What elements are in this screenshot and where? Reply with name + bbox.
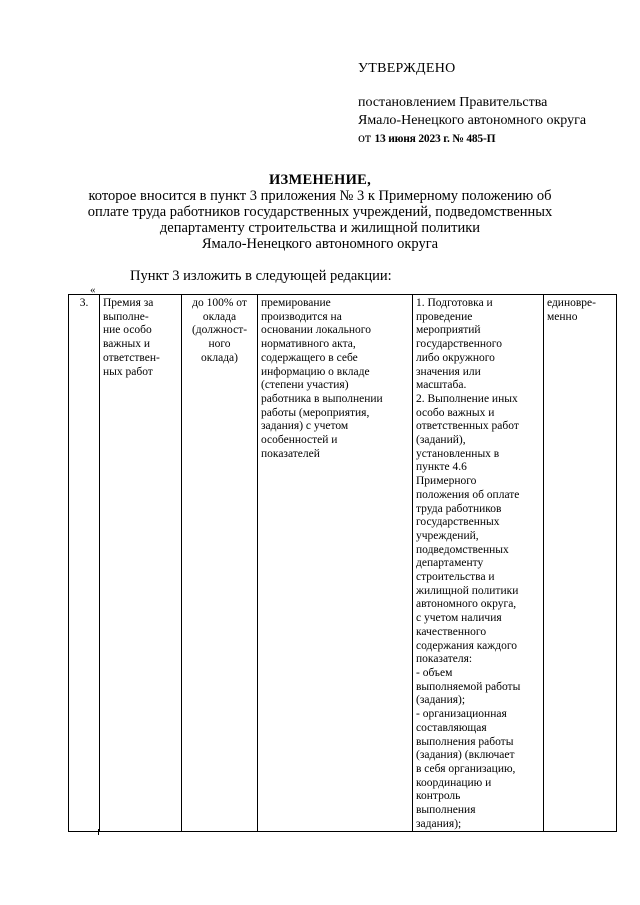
cell-text-line: координацию и [416, 776, 492, 789]
cell-text-line: показателя: [416, 653, 473, 666]
cell-text-line: премирование [261, 297, 331, 309]
cell-text-line: работника в выполнении [261, 392, 383, 405]
cell-text-line: менно [547, 310, 578, 323]
approval-line-1: постановлением Правительства [358, 95, 548, 110]
cell-text-line: 1. Подготовка и [416, 297, 493, 309]
cell-text-line: мероприятий [416, 324, 481, 337]
cell-text-line: ние особо [103, 324, 152, 337]
approval-prefix: от [358, 131, 371, 146]
cell-text-line: либо окружного [416, 351, 495, 364]
column-rule-extension [98, 829, 99, 835]
heading-line-1: которое вносится в пункт 3 приложения № 3 к Примерному положению об [88, 188, 552, 204]
payment-period-cell [544, 295, 617, 832]
cell-text-line: задания); [416, 817, 462, 830]
bonus-name-cell [100, 295, 182, 832]
approval-gap [358, 78, 586, 94]
cell-text-line: проведение [416, 310, 473, 323]
cell-text-line: контроль [416, 790, 461, 803]
cell-text-line: информацию о вкладе [261, 365, 370, 378]
cell-text-line: работы (мероприятия, [261, 406, 370, 419]
cell-text-line: подведомственных [416, 543, 509, 556]
cell-text-line: единовре- [547, 297, 596, 309]
heading-line-2: оплате труда работников государственных учреждений, подведомственных [87, 204, 553, 220]
cell-text-line: (задания) (включает [416, 749, 515, 762]
cell-text-line: в себя организацию, [416, 762, 516, 775]
cell-text-line: (степени участия) [261, 379, 349, 392]
cell-text-line: положения об оплате [416, 488, 520, 501]
intro-paragraph: Пункт 3 изложить в следующей редакции: [130, 268, 392, 284]
cell-text-line: оклада [202, 310, 237, 323]
approval-line-3 [358, 130, 586, 148]
bonus-criteria-cell [413, 295, 544, 832]
row-number: 3. [79, 297, 89, 309]
heading-line-3: департаменту строительства и жилищной политики [159, 220, 481, 236]
cell-text-line: государственных [416, 516, 500, 529]
cell-text-line: содержания каждого [416, 639, 517, 652]
row-number-cell [69, 295, 100, 832]
cell-text-line: до 100% от [192, 297, 247, 309]
cell-text-line: с учетом наличия [416, 612, 502, 625]
cell-text-line: установленных в [416, 447, 500, 460]
cell-text-line: содержащего в себе [261, 351, 358, 364]
cell-text-line: особенностей и [261, 434, 338, 447]
approval-line-2: Ямало-Ненецкого автономного округа [358, 113, 587, 128]
cell-text-line: масштаба. [416, 379, 467, 392]
bonus-amount-cell [182, 295, 258, 832]
approval-title: УТВЕРЖДЕНО [358, 61, 456, 76]
cell-text-line: ного [208, 338, 231, 351]
cell-text-line: Примерного [416, 475, 477, 488]
cell-text-line: задания) с учетом [261, 420, 349, 433]
cell-text-line: - организационная [416, 708, 507, 721]
cell-text-line: (должност- [191, 324, 248, 337]
heading-title: ИЗМЕНЕНИЕ, [268, 172, 372, 188]
table-row [69, 295, 617, 832]
cell-text-line: выполне- [103, 310, 149, 323]
cell-text-line: Премия за [103, 297, 154, 309]
cell-text-line: пункте 4.6 [416, 461, 467, 474]
approval-block [358, 60, 586, 148]
cell-text-line: ных работ [103, 365, 153, 378]
cell-text-line: - объем [416, 666, 453, 679]
cell-text-line: учреждений, [416, 529, 479, 542]
cell-text-line: основании локального [261, 324, 371, 337]
cell-text-line: (заданий), [416, 434, 466, 447]
cell-text-line: ответственных работ [416, 420, 519, 433]
cell-text-line: строительства и [416, 571, 495, 584]
cell-text-line: выполнения [416, 804, 476, 817]
cell-text-line: важных и [103, 338, 150, 351]
cell-text-line: оклада) [201, 351, 238, 364]
cell-text-line: производится на [261, 310, 342, 323]
heading-line-4: Ямало-Ненецкого автономного округа [201, 236, 439, 252]
bonus-table [68, 294, 617, 832]
cell-text-line: 2. Выполнение иных [416, 392, 518, 405]
decree-reference: 13 июня 2023 г. № 485-П [374, 133, 496, 145]
opening-quote: « [90, 284, 96, 296]
cell-text-line: составляющая [416, 721, 487, 734]
cell-text-line: автономного округа, [416, 598, 517, 611]
cell-text-line: особо важных и [416, 406, 495, 419]
cell-text-line: качественного [416, 625, 487, 638]
bonus-condition-cell [258, 295, 413, 832]
cell-text-line: показателей [261, 447, 320, 460]
cell-text-line: ответствен- [103, 351, 160, 364]
cell-text-line: труда работников [416, 502, 502, 515]
cell-text-line: выполнения работы [416, 735, 514, 748]
cell-text-line: жилищной политики [416, 584, 519, 597]
cell-text-line: значения или [416, 365, 481, 378]
cell-text-line: выполняемой работы [416, 680, 521, 693]
document-heading [0, 172, 640, 252]
cell-text-line: государственного [416, 338, 502, 351]
cell-text-line: (задания); [416, 694, 466, 707]
cell-text-line: департаменту [416, 557, 484, 570]
cell-text-line: нормативного акта, [261, 338, 356, 351]
